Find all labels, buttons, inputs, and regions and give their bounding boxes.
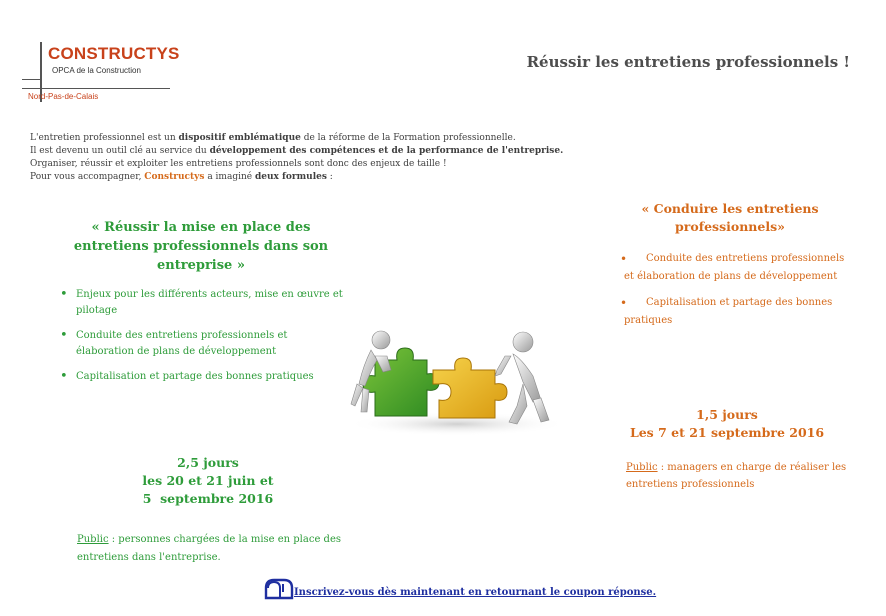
formula-left-list — [56, 287, 346, 385]
intro-text-part: Pour vous accompagner, — [30, 172, 145, 182]
duration-text: 2,5 jours — [177, 455, 239, 470]
intro-emphasis: développement des compétences et de la performance de l'entreprise. — [209, 146, 564, 156]
intro-text-part: Il est devenu un outil clé au service du — [30, 146, 210, 156]
list-item: • Conduite des entretiens professionnels et élaboration de plans de développement — [56, 328, 346, 359]
formula-right-list — [610, 250, 850, 330]
logo-line — [22, 79, 42, 80]
logo-name: CONSTRUCTYS — [48, 44, 180, 63]
footer-signup — [262, 578, 656, 600]
duration-text: 1,5 jours — [696, 407, 758, 422]
list-item: • Capitalisation et partage des bonnes pratiques — [624, 294, 850, 330]
public-text: : personnes chargées de la mise en place des entretiens dans l'entreprise. — [77, 534, 341, 563]
intro-line — [30, 145, 850, 158]
formula-right — [610, 200, 850, 338]
yellow-puzzle-piece — [433, 358, 507, 418]
logo-line — [22, 88, 170, 89]
formula-left — [56, 218, 346, 395]
public-text: : managers en charge de réaliser les entretiens professionnels — [626, 462, 847, 490]
intro-brand: Constructys — [144, 172, 205, 182]
intro-line — [30, 171, 850, 184]
formula-right-title: « Conduire les entretiens professionnels» — [641, 201, 819, 234]
intro-text-part: L'entretien professionnel est un — [30, 133, 179, 143]
logo-region: Nord-Pas-de-Calais — [28, 92, 99, 101]
dates-text: 5 septembre 2016 — [142, 491, 274, 506]
logo-subtitle: OPCA de la Construction — [52, 66, 141, 75]
intro-text-part: : — [326, 172, 333, 182]
intro-text — [30, 132, 850, 184]
formula-left-title: « Réussir la mise en place des entretiens professionnels dans son entreprise » — [73, 220, 329, 273]
intro-emphasis: deux formules — [254, 172, 327, 182]
formula-left-public — [77, 531, 347, 567]
intro-text-part: de la réforme de la Formation professionnelle. — [300, 133, 516, 143]
list-item: • Conduite des entretiens professionnels et élaboration de plans de développement — [624, 250, 850, 286]
puzzle-illustration — [345, 326, 570, 438]
intro-line: Organiser, réussir et exploiter les entretiens professionnels sont donc des enjeux de taille ! — [30, 159, 447, 169]
public-label: Public — [77, 534, 109, 545]
right-figure — [495, 332, 549, 424]
public-label: Public — [626, 462, 658, 473]
mailbox-icon — [262, 578, 294, 600]
page-title: Réussir les entretiens professionnels ! — [526, 53, 850, 71]
intro-emphasis: dispositif emblématique — [178, 133, 301, 143]
intro-text-part: a imaginé — [204, 172, 255, 182]
signup-link[interactable]: Inscrivez-vous dès maintenant en retournant le coupon réponse. — [294, 587, 657, 598]
constructys-logo — [22, 42, 180, 104]
dates-text: Les 7 et 21 septembre 2016 — [629, 425, 825, 440]
dates-text: les 20 et 21 juin et — [142, 473, 274, 488]
list-item: • Capitalisation et partage des bonnes pratiques — [56, 369, 346, 385]
formula-left-duration — [108, 454, 308, 508]
intro-line — [30, 132, 850, 145]
formula-right-public — [626, 459, 856, 493]
list-item: • Enjeux pour les différents acteurs, mise en œuvre et pilotage — [56, 287, 346, 318]
formula-right-duration — [614, 406, 840, 442]
